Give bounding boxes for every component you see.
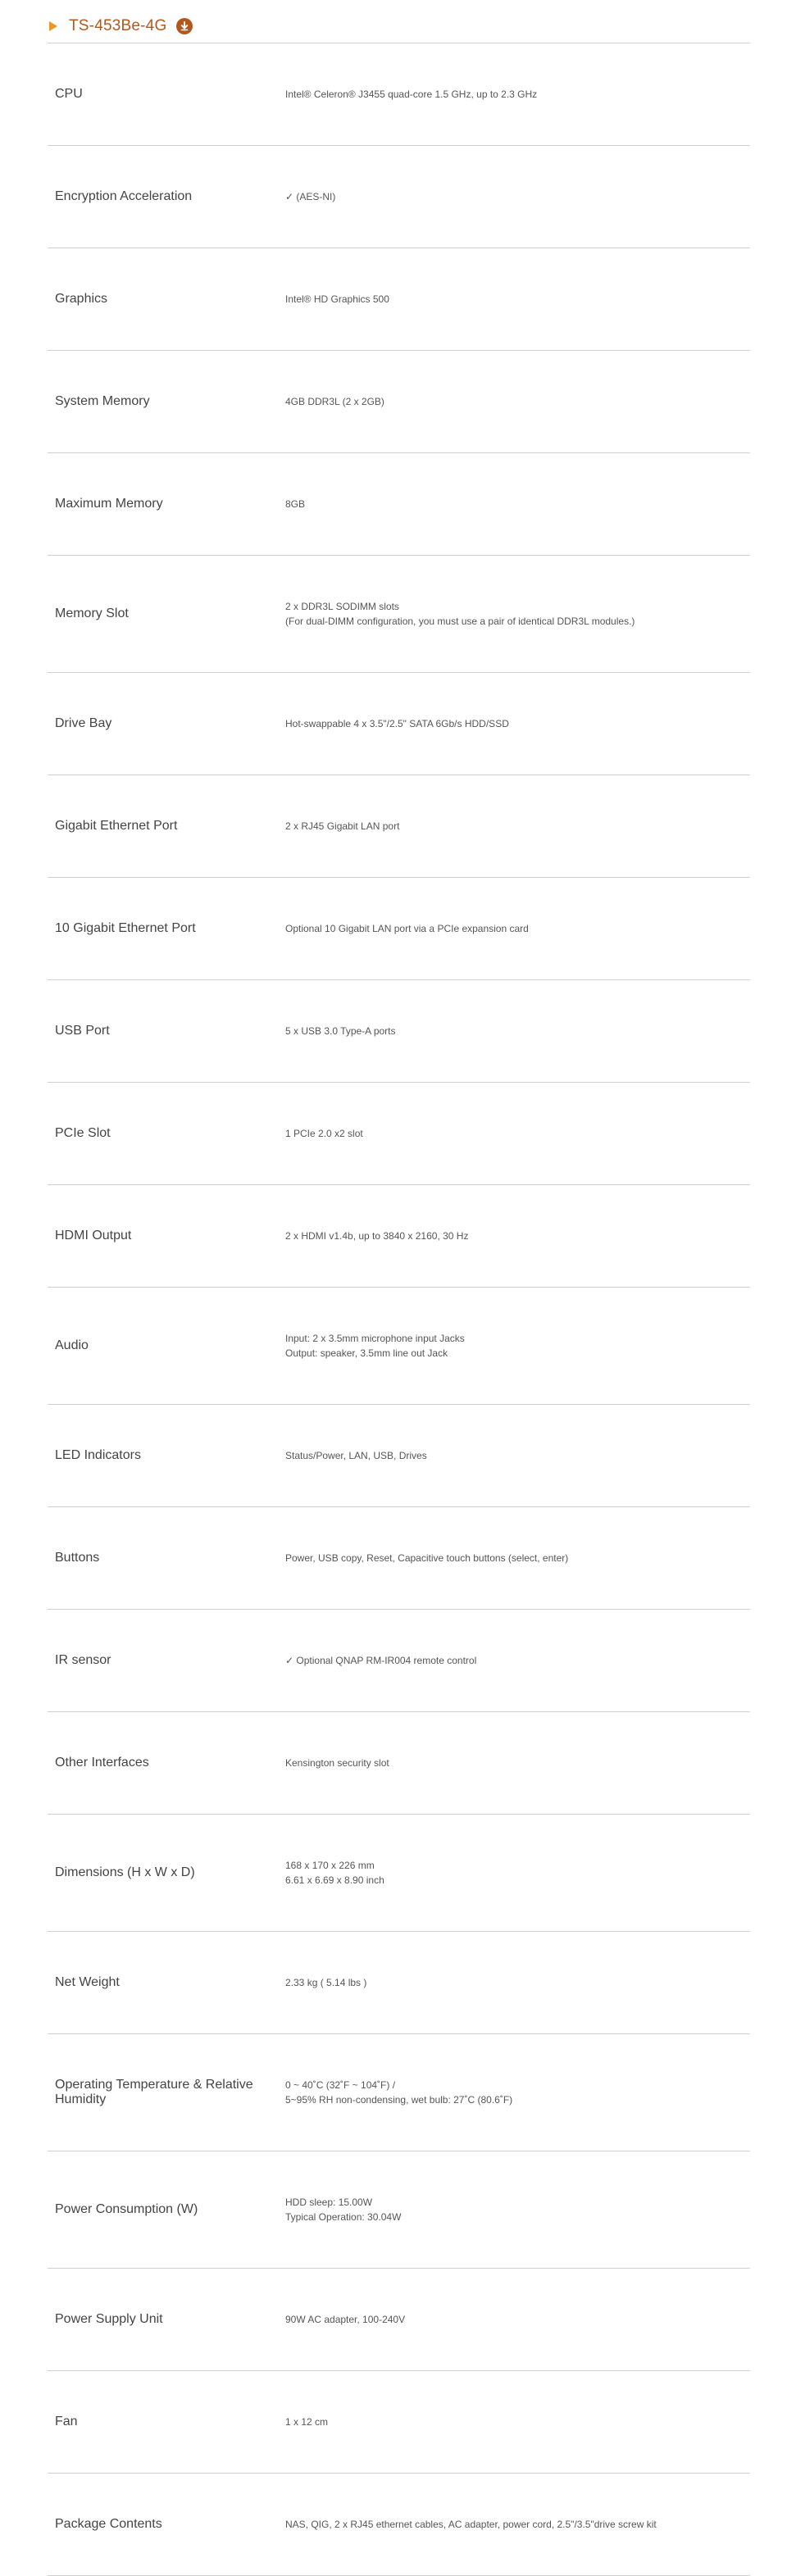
spec-row bbox=[48, 1712, 750, 1815]
spec-value bbox=[285, 2078, 750, 2107]
spec-row bbox=[48, 1288, 750, 1405]
spec-label: Encryption Acceleration bbox=[55, 189, 193, 204]
spec-row bbox=[48, 2269, 750, 2371]
spec-label: Maximum Memory bbox=[55, 497, 163, 511]
spec-value-line: NAS, QIG, 2 x RJ45 ethernet cables, AC adapter, power cord, 2.5"/3.5"drive screw kit bbox=[285, 2519, 657, 2530]
spec-value bbox=[285, 1653, 750, 1668]
spec-value bbox=[285, 394, 750, 409]
spec-value-line: 90W AC adapter, 100-240V bbox=[285, 2314, 406, 2325]
spec-value bbox=[285, 2517, 750, 2532]
spec-label: Memory Slot bbox=[55, 607, 129, 621]
spec-value-line: Intel® Celeron® J3455 quad-core 1.5 GHz, up to 2.3 GHz bbox=[285, 89, 538, 100]
model-title: TS-453Be-4G bbox=[69, 17, 167, 34]
spec-label: CPU bbox=[55, 87, 83, 102]
spec-label: Dimensions (H x W x D) bbox=[55, 1865, 195, 1880]
spec-row bbox=[48, 1083, 750, 1185]
spec-value bbox=[285, 819, 750, 834]
spec-value-line: 1 x 12 cm bbox=[285, 2416, 329, 2428]
spec-value-line: 8GB bbox=[285, 498, 306, 510]
spec-value-line: 168 x 170 x 226 mm bbox=[285, 1860, 375, 1871]
spec-value-line: 2 x DDR3L SODIMM slots bbox=[285, 601, 399, 612]
spec-label: Package Contents bbox=[55, 2517, 162, 2532]
spec-row bbox=[48, 43, 750, 146]
spec-label: Other Interfaces bbox=[55, 1756, 149, 1770]
spec-value bbox=[285, 2195, 750, 2224]
spec-value-line: 4GB DDR3L (2 x 2GB) bbox=[285, 396, 384, 407]
spec-row bbox=[48, 1405, 750, 1507]
spec-value-line: 2.33 kg ( 5.14 lbs ) bbox=[285, 1977, 367, 1988]
spec-label: Fan bbox=[55, 2415, 78, 2429]
spec-value bbox=[285, 87, 750, 102]
spec-row bbox=[48, 2371, 750, 2474]
spec-row bbox=[48, 556, 750, 673]
triangle-bullet-icon bbox=[49, 21, 57, 31]
spec-value-line: (For dual-DIMM configuration, you must use a pair of identical DDR3L modules.) bbox=[285, 616, 635, 627]
spec-value-line: 6.61 x 6.69 x 8.90 inch bbox=[285, 1874, 384, 1886]
spec-label: Power Consumption (W) bbox=[55, 2202, 198, 2217]
spec-value-line: Optional 10 Gigabit LAN port via a PCIe expansion card bbox=[285, 923, 529, 934]
spec-value-line: HDD sleep: 15.00W bbox=[285, 2197, 373, 2208]
spec-row bbox=[48, 453, 750, 556]
spec-value bbox=[285, 1229, 750, 1243]
spec-row bbox=[48, 1610, 750, 1712]
spec-value bbox=[285, 1858, 750, 1888]
download-icon[interactable] bbox=[176, 18, 193, 34]
spec-label: USB Port bbox=[55, 1024, 110, 1038]
spec-label: 10 Gigabit Ethernet Port bbox=[55, 921, 196, 936]
spec-value-line: Status/Power, LAN, USB, Drives bbox=[285, 1450, 427, 1461]
spec-label: Operating Temperature & Relative Humidity bbox=[55, 2078, 253, 2106]
spec-value bbox=[285, 921, 750, 936]
spec-row bbox=[48, 1185, 750, 1288]
spec-label: Audio bbox=[55, 1338, 89, 1353]
spec-row bbox=[48, 2034, 750, 2151]
spec-value bbox=[285, 189, 750, 204]
spec-value bbox=[285, 1024, 750, 1038]
spec-value-line: 0 ~ 40˚C (32˚F ~ 104˚F) / bbox=[285, 2079, 396, 2091]
spec-value-line: 5 x USB 3.0 Type-A ports bbox=[285, 1025, 396, 1037]
spec-row bbox=[48, 673, 750, 775]
spec-value bbox=[285, 716, 750, 731]
spec-row bbox=[48, 351, 750, 453]
spec-value bbox=[285, 1975, 750, 1990]
spec-header bbox=[48, 10, 750, 43]
spec-value-line: 2 x HDMI v1.4b, up to 3840 x 2160, 30 Hz bbox=[285, 1230, 469, 1242]
spec-row bbox=[48, 1932, 750, 2034]
spec-value bbox=[285, 599, 750, 629]
spec-value-line: Hot-swappable 4 x 3.5"/2.5" SATA 6Gb/s HDD/SSD bbox=[285, 718, 509, 729]
spec-row bbox=[48, 1815, 750, 1932]
spec-value-line: Typical Operation: 30.04W bbox=[285, 2211, 402, 2223]
spec-row bbox=[48, 2474, 750, 2576]
spec-value bbox=[285, 1126, 750, 1141]
spec-value-line: 5~95% RH non-condensing, wet bulb: 27˚C (80.6˚F) bbox=[285, 2094, 513, 2106]
spec-value bbox=[285, 497, 750, 511]
spec-value bbox=[285, 1551, 750, 1565]
spec-table bbox=[48, 43, 750, 2576]
spec-label: LED Indicators bbox=[55, 1448, 141, 1463]
spec-label: Gigabit Ethernet Port bbox=[55, 819, 178, 834]
spec-row bbox=[48, 775, 750, 878]
spec-label: Net Weight bbox=[55, 1975, 120, 1990]
spec-label: System Memory bbox=[55, 394, 150, 409]
spec-value-line: Intel® HD Graphics 500 bbox=[285, 293, 389, 305]
spec-label: Buttons bbox=[55, 1551, 100, 1565]
spec-value bbox=[285, 2312, 750, 2327]
spec-label: PCIe Slot bbox=[55, 1126, 111, 1141]
spec-value bbox=[285, 1448, 750, 1463]
spec-value-line: ✓ Optional QNAP RM-IR004 remote control bbox=[285, 1655, 477, 1666]
spec-value-line: Power, USB copy, Reset, Capacitive touch buttons (select, enter) bbox=[285, 1552, 569, 1564]
spec-value-line: Input: 2 x 3.5mm microphone input Jacks bbox=[285, 1333, 465, 1344]
spec-label: Graphics bbox=[55, 292, 108, 307]
spec-value-line: 1 PCIe 2.0 x2 slot bbox=[285, 1128, 363, 1139]
spec-value bbox=[285, 1331, 750, 1361]
spec-value-line: ✓ (AES-NI) bbox=[285, 191, 336, 202]
spec-row bbox=[48, 878, 750, 980]
spec-value bbox=[285, 1756, 750, 1770]
spec-value bbox=[285, 292, 750, 307]
spec-row bbox=[48, 146, 750, 248]
download-arrow-icon bbox=[179, 20, 190, 32]
spec-value-line: Output: speaker, 3.5mm line out Jack bbox=[285, 1347, 448, 1359]
spec-row bbox=[48, 2151, 750, 2269]
spec-value-line: 2 x RJ45 Gigabit LAN port bbox=[285, 820, 400, 832]
spec-row bbox=[48, 248, 750, 351]
spec-value bbox=[285, 2415, 750, 2429]
spec-label: HDMI Output bbox=[55, 1229, 132, 1243]
spec-label: IR sensor bbox=[55, 1653, 111, 1668]
spec-label: Power Supply Unit bbox=[55, 2312, 163, 2327]
spec-value-line: Kensington security slot bbox=[285, 1757, 389, 1769]
spec-row bbox=[48, 1507, 750, 1610]
spec-label: Drive Bay bbox=[55, 716, 112, 731]
spec-row bbox=[48, 980, 750, 1083]
